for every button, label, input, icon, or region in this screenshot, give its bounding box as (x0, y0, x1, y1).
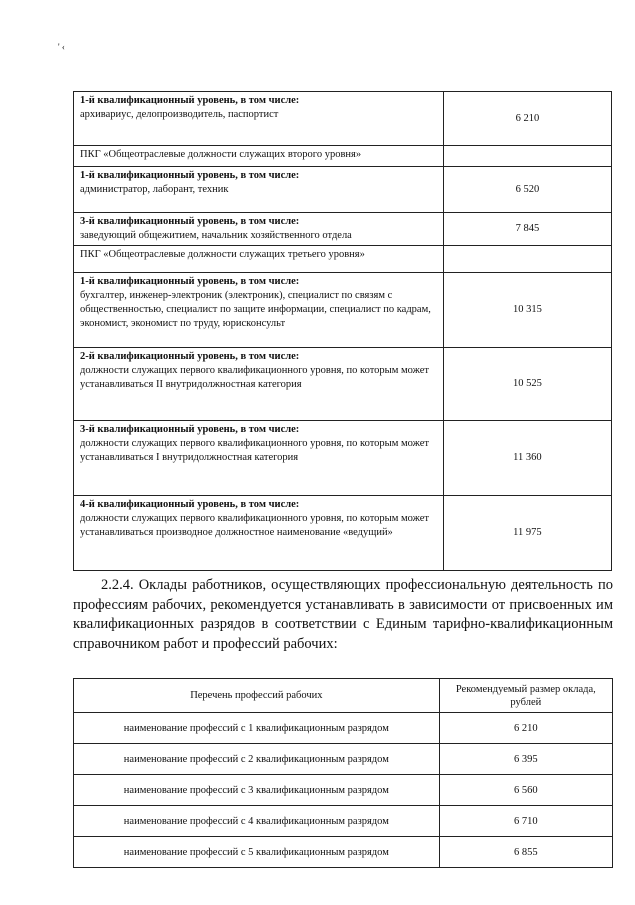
group-row (74, 146, 612, 167)
salary-value: 6 395 (439, 744, 612, 775)
profession-name: наименование профессий с 1 квалификационным разрядом (74, 713, 440, 744)
table-row (74, 167, 612, 213)
position-cell (74, 496, 444, 571)
table-row (74, 92, 612, 146)
salary-value: 6 210 (443, 92, 611, 146)
positions-list: администратор, лаборант, техник (80, 184, 229, 195)
workers-table-header (74, 679, 613, 713)
group-row (74, 246, 612, 273)
qualification-level: 1-й квалификационный уровень, в том числе: (80, 276, 300, 287)
salary-value: 6 210 (439, 713, 612, 744)
profession-name: наименование профессий с 5 квалификационным разрядом (74, 837, 440, 868)
group-value-empty (443, 146, 611, 167)
position-cell (74, 348, 444, 421)
salary-value: 10 525 (443, 348, 611, 421)
salary-value: 11 360 (443, 421, 611, 496)
group-title: ПКГ «Общеотраслевые должности служащих второго уровня» (74, 146, 444, 167)
workers-table (73, 678, 613, 868)
qualification-level: 1-й квалификационный уровень, в том числе: (80, 95, 300, 106)
salary-table-body (74, 92, 612, 571)
table-row (74, 273, 612, 348)
salary-value: 10 315 (443, 273, 611, 348)
positions-list: должности служащих первого квалификационного уровня, по которым может устанавливаться II внутридолжностная категория (80, 365, 429, 390)
position-cell (74, 92, 444, 146)
salary-value: 6 855 (439, 837, 612, 868)
page-corner-mark: ' ‹ (58, 42, 65, 52)
positions-list: архивариус, делопроизводитель, паспортист (80, 109, 279, 120)
salary-value: 11 975 (443, 496, 611, 571)
table-row (74, 744, 613, 775)
header-professions: Перечень профессий рабочих (74, 679, 440, 713)
table-row (74, 213, 612, 246)
position-cell (74, 213, 444, 246)
paragraph-text: 2.2.4. Оклады работников, осуществляющих профессиональную деятельность по профессиям рабочих, рекомендуется устанавливать в зависимости от присвоенных им квалификационных разрядов в соответствии с Единым тарифно-квалификационным справочником работ и профессий рабочих: (73, 577, 613, 652)
position-cell (74, 273, 444, 348)
profession-name: наименование профессий с 4 квалификационным разрядом (74, 806, 440, 837)
table-row (74, 806, 613, 837)
positions-list: бухгалтер, инженер-электроник (электроник), специалист по связям с общественностью, специалист по защите информации, специалист по кадрам, экономист, экономист по труду, юрисконсульт (80, 290, 431, 329)
salary-value: 7 845 (443, 213, 611, 246)
table-row (74, 775, 613, 806)
salary-table (73, 91, 612, 571)
position-cell (74, 421, 444, 496)
salary-value: 6 560 (439, 775, 612, 806)
table-row (74, 348, 612, 421)
salary-value: 6 710 (439, 806, 612, 837)
table-row (74, 421, 612, 496)
table-row (74, 837, 613, 868)
positions-list: заведующий общежитием, начальник хозяйственного отдела (80, 230, 352, 241)
table-row (74, 713, 613, 744)
positions-list: должности служащих первого квалификационного уровня, по которым может устанавливаться производное должностное наименование «ведущий» (80, 513, 429, 538)
positions-list: должности служащих первого квалификационного уровня, по которым может устанавливаться I внутридолжностная категория (80, 438, 429, 463)
header-salary: Рекомендуемый размер оклада, рублей (439, 679, 612, 713)
workers-table-body (74, 679, 613, 868)
profession-name: наименование профессий с 2 квалификационным разрядом (74, 744, 440, 775)
position-cell (74, 167, 444, 213)
salary-value: 6 520 (443, 167, 611, 213)
qualification-level: 4-й квалификационный уровень, в том числе: (80, 499, 300, 510)
table-row (74, 496, 612, 571)
qualification-level: 2-й квалификационный уровень, в том числе: (80, 351, 300, 362)
qualification-level: 1-й квалификационный уровень, в том числе: (80, 170, 300, 181)
paragraph-2-2-4 (73, 576, 613, 654)
group-title: ПКГ «Общеотраслевые должности служащих третьего уровня» (74, 246, 444, 273)
qualification-level: 3-й квалификационный уровень, в том числе: (80, 216, 300, 227)
qualification-level: 3-й квалификационный уровень, в том числе: (80, 424, 300, 435)
group-value-empty (443, 246, 611, 273)
profession-name: наименование профессий с 3 квалификационным разрядом (74, 775, 440, 806)
